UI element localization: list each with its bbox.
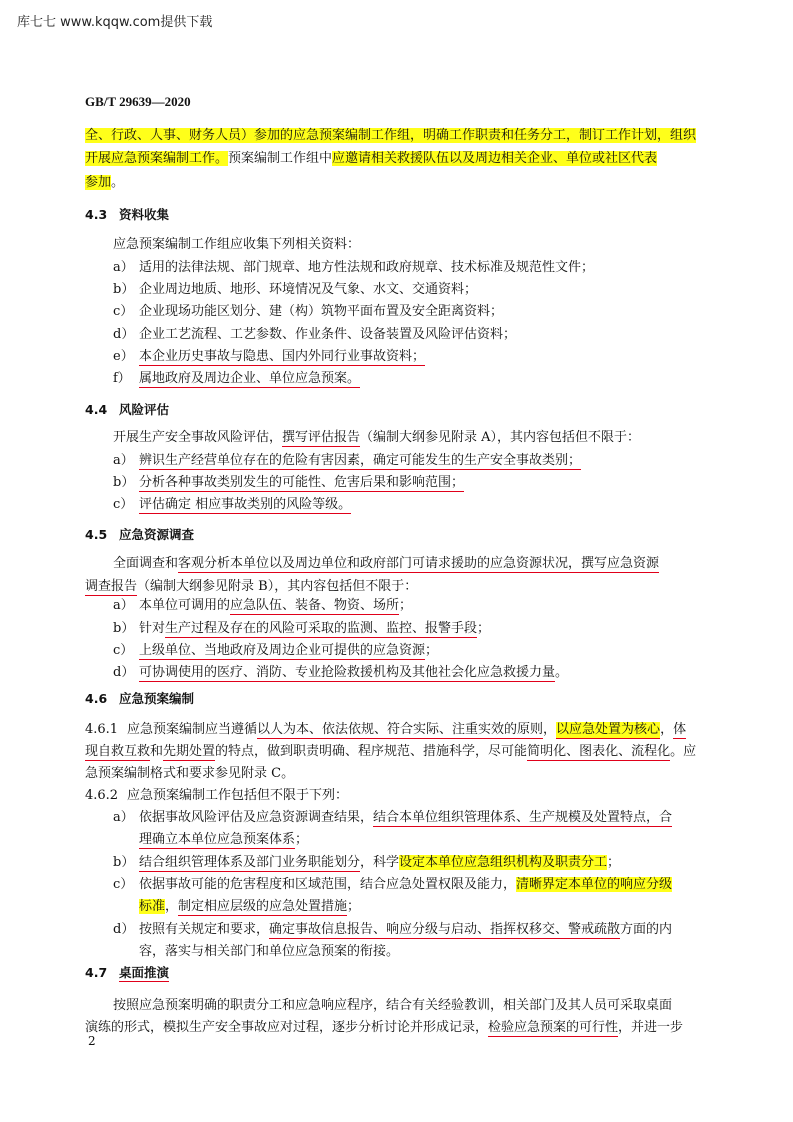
text: 全面调查和 [113,556,179,571]
list-item [113,473,464,493]
section-number: 4.7 [85,965,108,980]
paragraph-line: 按照应急预案明确的职责分工和应急响应程序，结合有关经验教训，相关部门及其人员可采取桌面 [113,998,673,1013]
underlined-text: 评估确定 相应事故类别的风险等级。 [139,497,352,512]
section-heading-4-6 [85,689,194,709]
text: 应急预案编制应当遵循 [127,722,258,737]
paragraph-line [85,577,417,597]
item-label: a） [113,598,134,613]
text: ； [399,598,413,613]
document-number: GB/T 29639—2020 [85,94,191,109]
underlined-text: 分析各种事故类别发生的可能性、危害后果和影响范围； [139,475,465,490]
underlined-text: 简明化、图表化、流程化 [527,744,671,759]
section-heading-4-7 [85,963,169,983]
item-label: c） [113,643,134,658]
underlined-text: 现自救互救 [85,744,151,759]
list-item-continued [139,830,308,850]
text: 。应 [670,744,697,759]
item-label: f） [113,371,131,386]
list-item [113,619,490,639]
item-text: 适用的法律法规、部门规章、地方性法规和政府规章、技术标准及规范性文件； [139,260,595,275]
item-text: 企业工艺流程、工艺参数、作业条件、设备装置及风险评估资料； [139,327,517,342]
list-item [113,808,672,828]
paragraph-line [113,554,659,574]
text: ； [295,832,309,847]
intro-line-1 [85,126,696,146]
section-number: 4.5 [85,527,108,542]
underlined-text: 可协调使用的医疗、消防、专业抢险救援机构及其他社会化应急救援力量 [139,665,556,680]
text: ， [543,722,557,737]
highlight: 开展应急预案编制工作。 [85,151,229,166]
text: ； [477,621,491,636]
text: 演练的形式，模拟生产安全事故应对过程，逐步分析讨论并形成记录， [85,1020,489,1035]
clause-number: 4.6.1 [85,722,119,737]
highlight: 清晰界定本单位的响应分级 [516,877,673,892]
underlined-text: 先期处置 [163,744,216,759]
text: ，并进一步 [618,1020,684,1035]
paragraph-line [85,742,696,762]
underlined-text: 本企业历史事故与隐患、国内外同行业事故资料； [139,349,426,364]
paragraph-line [85,1018,683,1038]
list-item [113,853,620,873]
list-item [113,451,581,471]
text: 本单位可调用的 [139,598,231,613]
section-heading-4-4 [85,400,169,420]
text: ， [660,722,674,737]
item-label: c） [113,497,134,512]
paragraph-line [85,720,686,740]
item-label: c） [113,304,134,319]
list-item [113,325,516,345]
paragraph-line [85,786,348,806]
underlined-text: 应急队伍、装备、物资、场所 [230,598,400,613]
section-title: 风险评估 [119,402,170,417]
underlined-text: 体 [673,722,687,737]
text: ； [607,855,621,870]
text: 按照有关规定和要求， [139,922,270,937]
section-heading-4-5 [85,525,194,545]
underlined-text: 客观分析本单位以及周边单位和政府部门可请求援助的应急资源状况，撰写应急资源 [178,556,660,571]
text: ； [347,899,361,914]
item-label: b） [113,475,135,490]
text: 方面的内 [620,922,673,937]
list-item [113,302,503,322]
section-number: 4.3 [85,207,108,222]
underlined-text: 上级单位、当地政府及周边企业可提供的应急资源 [139,643,426,658]
section-title: 资料收集 [119,207,170,222]
highlight: 以应急处置为核心 [556,722,661,737]
item-label: a） [113,453,134,468]
list-item [113,920,672,940]
underlined-text: 辨识生产经营单位存在的危险有害因素，确定可能发生的生产安全事故类别； [139,453,582,468]
section-title: 应急预案编制 [119,691,195,706]
highlight: 参加 [85,175,112,190]
item-label: a） [113,810,134,825]
item-label: e） [113,349,134,364]
item-label: d） [113,922,135,937]
paragraph-lead: 应急预案编制工作组应收集下列相关资料： [113,237,361,252]
list-item [113,280,477,300]
text: 预案编制工作组中 [228,151,333,166]
underlined-text: 以人为本、依法依规、符合实际、注重实效的原则 [257,722,544,737]
item-text: 企业周边地质、地形、环境情况及气象、水文、交通资料； [139,282,478,297]
item-label: d） [113,327,135,342]
text: 依据事故可能的危害程度和区域范围，结合应急处置权限及能力， [139,877,517,892]
text: 开展生产安全事故风险评估， [113,430,283,445]
list-item [113,258,594,278]
clause-number: 4.6.2 [85,788,119,803]
text: ， [165,899,179,914]
list-item-continued [139,897,360,917]
highlight: 应邀请相关救援队伍以及周边相关企业、单位或社区代表 [332,151,658,166]
section-title: 应急资源调查 [119,527,195,542]
underlined-text: 属地政府及周边企业、单位应急预案。 [139,371,361,386]
list-item [113,596,412,616]
list-item [113,641,438,661]
highlight: 全、行政、人事、财务人员）参加的应急预案编制工作组，明确工作职责和任务分工，制订工作计划，组织 [85,128,697,143]
text: 应急预案编制工作包括但不限于下列： [127,788,349,803]
underlined-text: 确定事故信息报告、响应分级与启动、指挥权移交、警戒疏散 [269,922,621,937]
highlight: 设定本单位应急组织机构及职责分工 [399,855,608,870]
item-text: 企业现场功能区划分、建（构）筑物平面布置及安全距离资料； [139,304,504,319]
item-label: c） [113,877,134,892]
list-item [113,663,568,683]
item-label: d） [113,665,135,680]
item-label: b） [113,282,135,297]
underlined-text: 结合组织管理体系及部门业务职能划分 [139,855,361,870]
underlined-text: 理确立本单位应急预案体系 [139,832,296,847]
item-label: b） [113,621,135,636]
underlined-text: 生产过程及存在的风险可采取的监测、监控、报警手段 [165,621,478,636]
section-heading-4-3 [85,205,169,225]
text: 针对 [139,621,166,636]
text: ，科学 [360,855,400,870]
watermark-text: 库七七 www.kqqw.com提供下载 [17,15,213,30]
underlined-text: 检验应急预案的可行性 [488,1020,619,1035]
item-label: b） [113,855,135,870]
page-number: 2 [88,1034,96,1048]
text: 的特点，做到职责明确、程序规范、措施科学，尽可能 [215,744,528,759]
text: 依据事故风险评估及应急资源调查结果， [139,810,374,825]
text: 和 [150,744,164,759]
paragraph-lead [113,428,640,448]
text: 。 [555,665,569,680]
list-item [113,495,351,515]
highlight: 标准 [139,899,166,914]
item-label: a） [113,260,134,275]
list-item [113,369,360,389]
text: 。 [111,175,125,190]
text: （编制大纲参见附录 A），其内容包括但不限于： [360,430,641,445]
underlined-text: 调查报告 [85,579,138,594]
underlined-text: 合 [659,810,673,825]
intro-line-2 [85,149,657,169]
section-title: 桌面推演 [119,965,170,980]
underlined-text: 结合本单位组织管理体系、生产规模及处置特点， [373,810,660,825]
paragraph-line: 急预案编制格式和要求参见附录 C。 [85,766,295,781]
section-number: 4.4 [85,402,108,417]
list-item [113,347,425,367]
intro-line-3 [85,173,124,193]
underlined-text: 撰写评估报告 [282,430,361,445]
list-item [113,875,672,895]
underlined-text: 制定相应层级的应急处置措施 [178,899,348,914]
text: ； [425,643,439,658]
text: （编制大纲参见附录 B），其内容包括但不限于： [137,579,418,594]
list-item-continued: 容，落实与相关部门和单位应急预案的衔接。 [139,944,400,959]
section-number: 4.6 [85,691,108,706]
